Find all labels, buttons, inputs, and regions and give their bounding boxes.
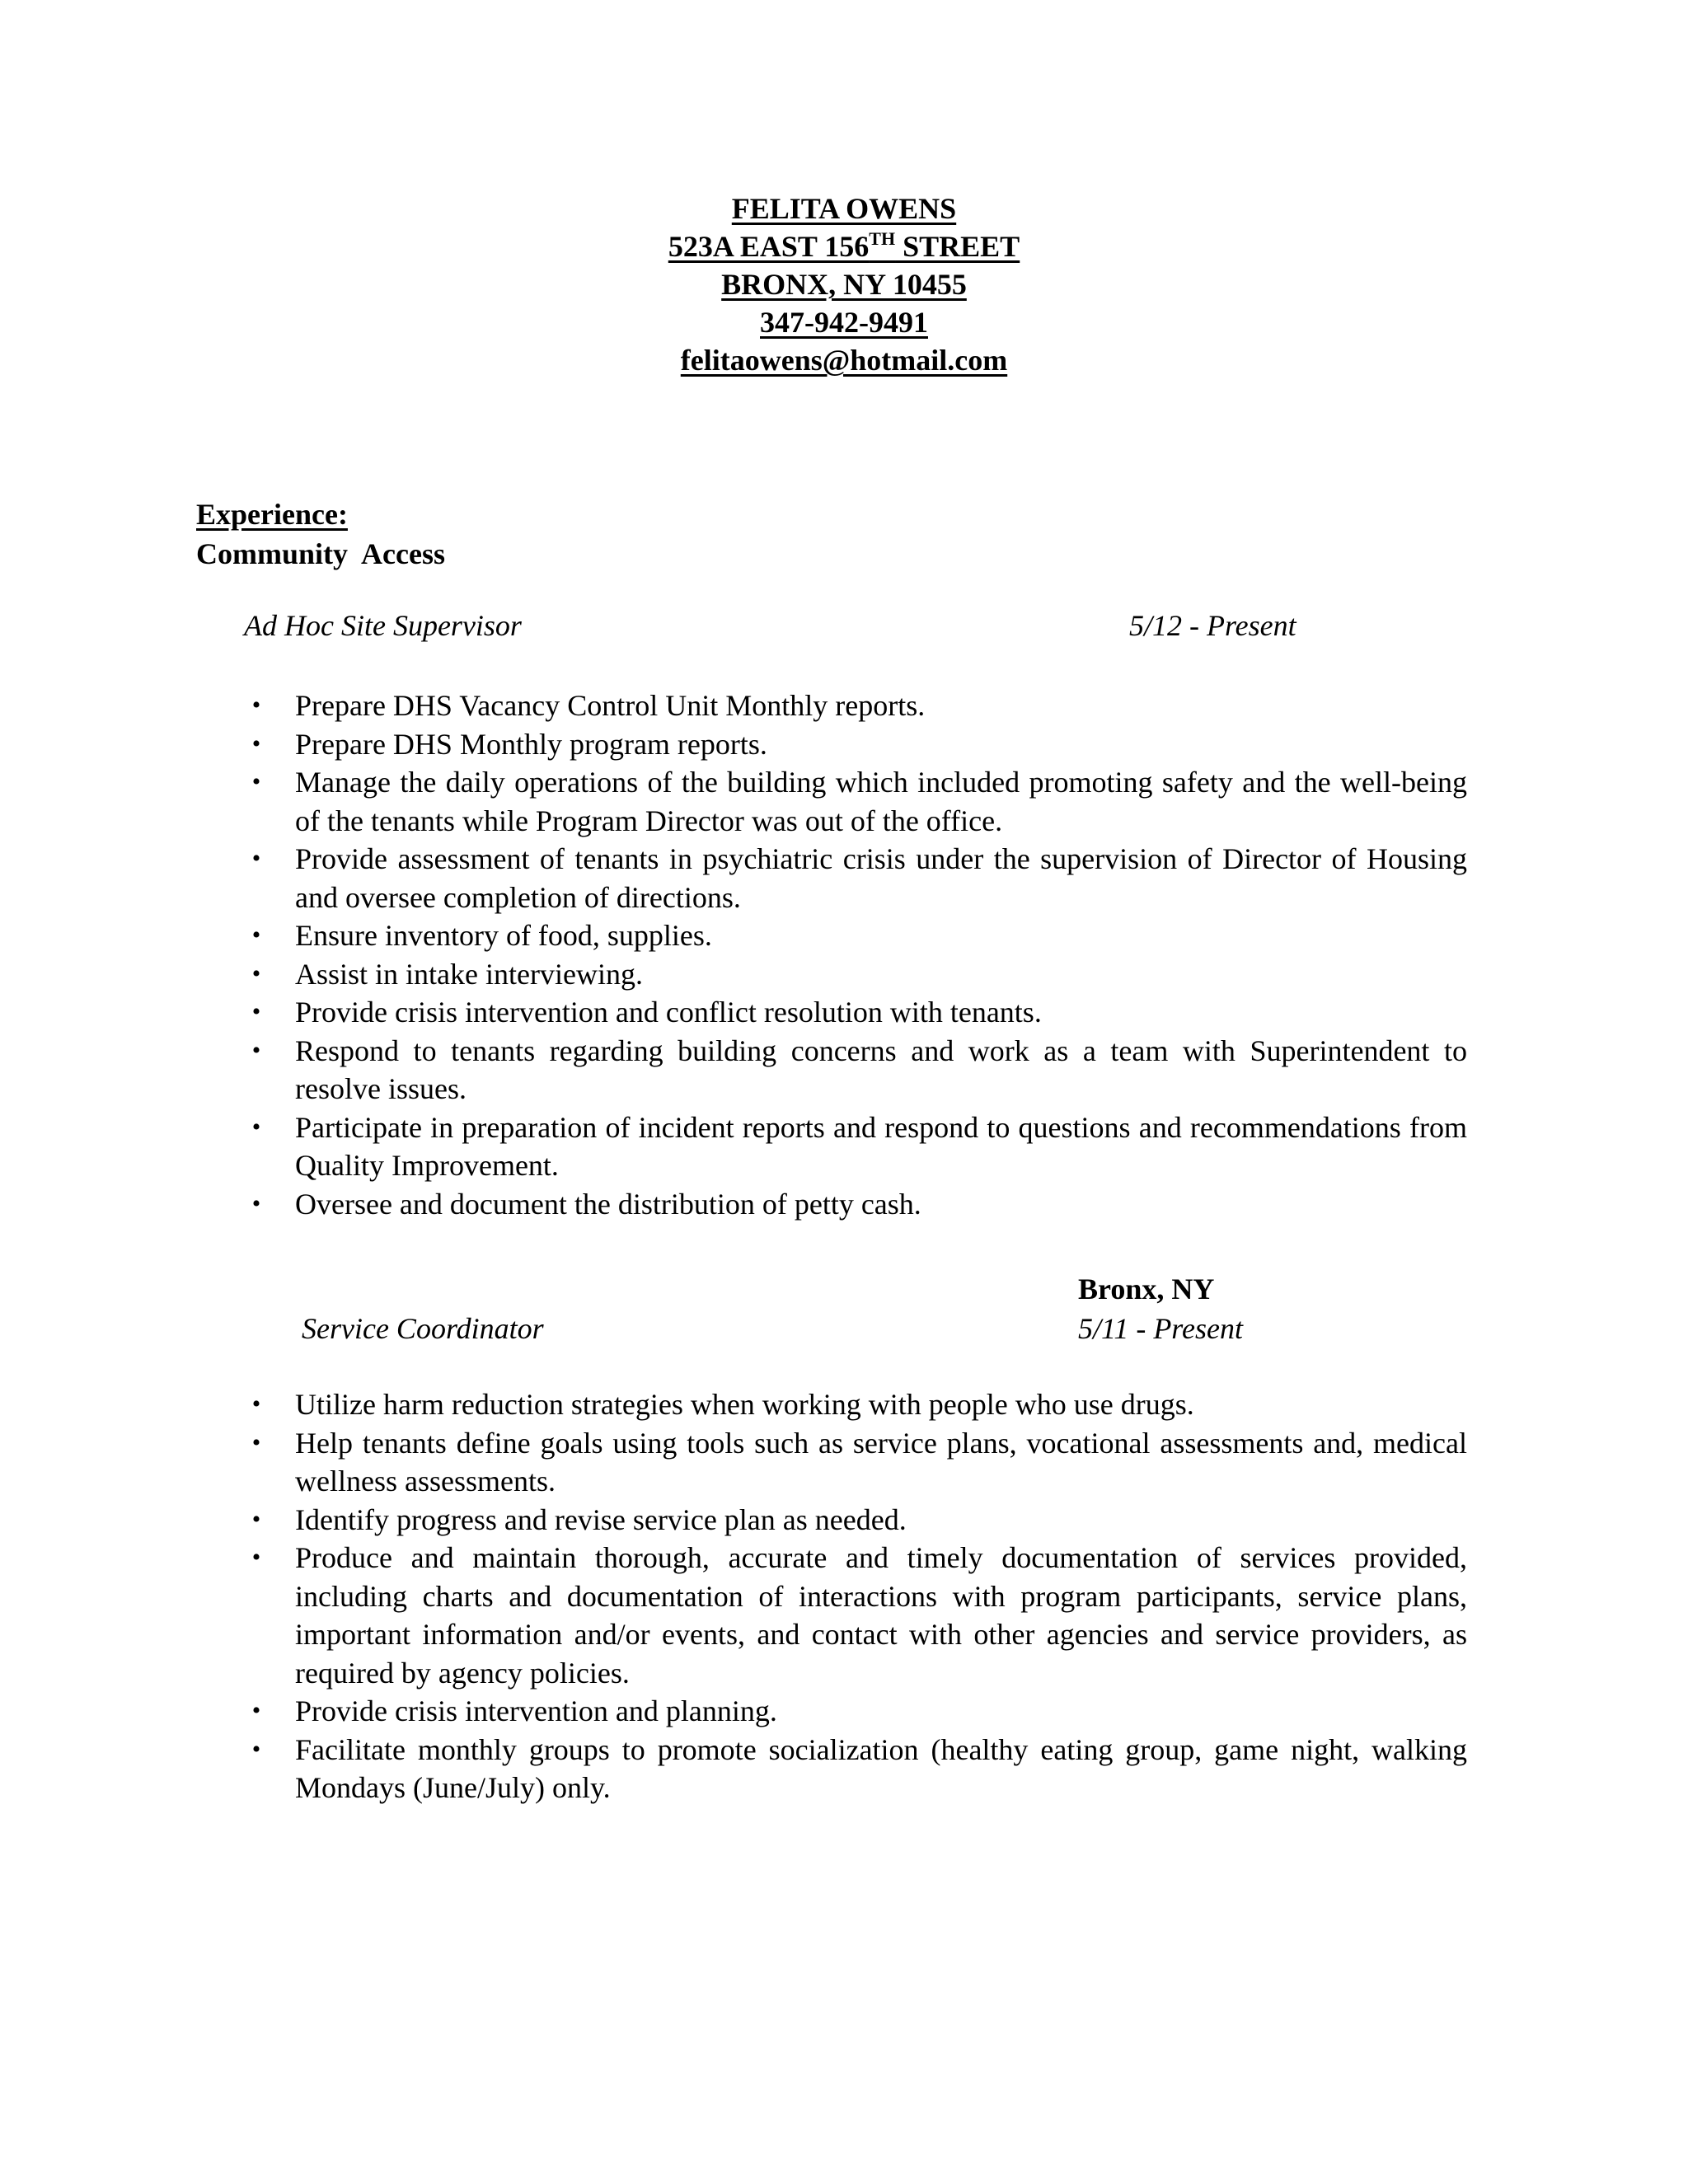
duty-item [244, 1032, 1467, 1108]
job-location: Bronx, NY [1078, 1272, 1215, 1305]
duty-text: Facilitate monthly groups to promote socialization (healthy eating group, game night, walking Mondays (June/July) only. [295, 1732, 1467, 1804]
resume-header [0, 190, 1688, 379]
bullet-icon: • [251, 1189, 261, 1217]
applicant-name: FELITA OWENS [731, 192, 957, 225]
address-street-ordinal: TH [869, 228, 896, 249]
bullet-icon: • [251, 691, 261, 719]
bullet-icon: • [251, 1544, 261, 1571]
bullet-icon: • [251, 845, 261, 872]
duty-text: Prepare DHS Monthly program reports. [295, 727, 767, 761]
address-street-tail: STREET [895, 230, 1020, 263]
duty-text: Help tenants define goals using tools such as service plans, vocational assessments and, medical wellness assessments. [295, 1426, 1467, 1497]
bullet-icon: • [251, 1697, 261, 1724]
duty-item [244, 1385, 1467, 1424]
bullet-icon: • [251, 921, 261, 949]
bullet-icon: • [251, 1113, 261, 1141]
bullet-icon: • [251, 1735, 261, 1763]
bullet-icon: • [251, 1428, 261, 1456]
duty-item [244, 1539, 1467, 1692]
job-title: Service Coordinator [302, 1312, 544, 1345]
duty-item [244, 1501, 1467, 1540]
duty-item [244, 1108, 1467, 1185]
bullet-icon: • [251, 1505, 261, 1533]
duty-text: Manage the daily operations of the building which included promoting safety and the well-being of the tenants while Program Director was out of the office. [295, 766, 1467, 837]
job-duties-list [244, 687, 1467, 1223]
duty-text: Provide crisis intervention and planning. [295, 1694, 777, 1727]
duty-text: Produce and maintain thorough, accurate and timely documentation of services provided, including charts and documentation of interactions with program participants, service plans, important information and/or events, and contact with other agencies and service providers, as required by agency policies. [295, 1541, 1467, 1690]
duty-item [244, 955, 1467, 994]
job-title: Ad Hoc Site Supervisor [244, 609, 522, 642]
job-dates: 5/12 - Present [1129, 609, 1296, 642]
address-street-main: 523A EAST 156 [668, 230, 870, 263]
bullet-icon: • [251, 998, 261, 1025]
duty-item [244, 916, 1467, 955]
duty-item [244, 1731, 1467, 1807]
address-city: BRONX, NY 10455 [721, 268, 967, 301]
duty-text: Assist in intake interviewing. [295, 957, 643, 991]
experience-heading: Experience: [196, 498, 348, 531]
duty-text: Provide crisis intervention and conflict resolution with tenants. [295, 996, 1042, 1029]
bullet-icon: • [251, 729, 261, 757]
bullet-icon: • [251, 1390, 261, 1418]
duty-text: Utilize harm reduction strategies when working with people who use drugs. [295, 1388, 1194, 1421]
duty-text: Participate in preparation of incident reports and respond to questions and recommendations from Quality Improvement. [295, 1110, 1467, 1182]
bullet-icon: • [251, 959, 261, 987]
organization-name: Community Access [196, 537, 445, 570]
duty-text: Identify progress and revise service plan as needed. [295, 1502, 907, 1536]
duty-item [244, 763, 1467, 840]
phone-number: 347-942-9491 [760, 306, 928, 339]
bullet-icon: • [251, 1036, 261, 1064]
bullet-icon: • [251, 768, 261, 795]
duty-text: Oversee and document the distribution of petty cash. [295, 1187, 921, 1221]
duty-item [244, 1692, 1467, 1731]
duty-text: Ensure inventory of food, supplies. [295, 919, 712, 952]
duty-text: Prepare DHS Vacancy Control Unit Monthly reports. [295, 689, 926, 722]
duty-item [244, 1424, 1467, 1501]
duty-text: Provide assessment of tenants in psychiatric crisis under the supervision of Director of Housing and oversee completion of directions. [295, 842, 1467, 914]
duty-item [244, 993, 1467, 1032]
duty-item [244, 840, 1467, 916]
job-dates: 5/11 - Present [1078, 1312, 1243, 1345]
duty-text: Respond to tenants regarding building concerns and work as a team with Superintendent to resolve issues. [295, 1033, 1467, 1105]
job-duties-list [244, 1385, 1467, 1807]
duty-item [244, 687, 1467, 725]
address-street [668, 230, 1020, 263]
duty-item [244, 1185, 1467, 1224]
email-address: felitaowens@hotmail.com [680, 344, 1008, 377]
duty-item [244, 725, 1467, 764]
